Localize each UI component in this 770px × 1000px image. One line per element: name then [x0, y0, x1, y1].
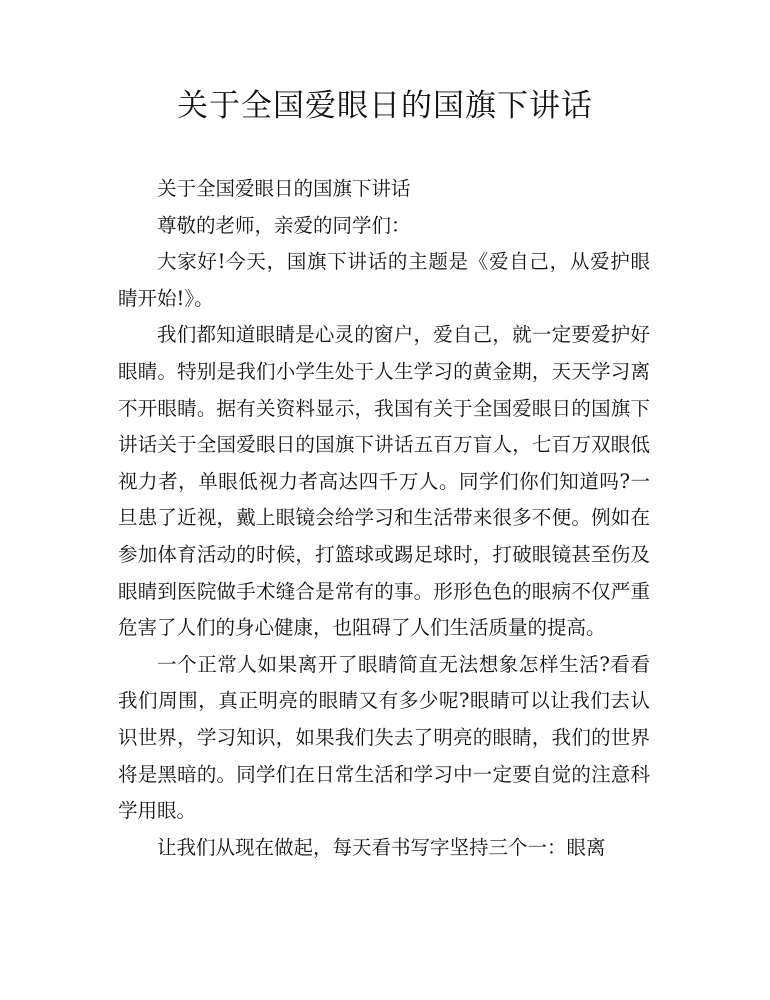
paragraph-greeting: 大家好!今天，国旗下讲话的主题是《爱自己，从爱护眼睛开始!》。	[118, 250, 650, 310]
paragraph-heading: 关于全国爱眼日的国旗下讲话	[157, 177, 411, 200]
paragraph-action: 让我们从现在做起，每天看书写字坚持三个一：眼离	[157, 835, 606, 859]
paragraph-eye-value: 一个正常人如果离开了眼睛简直无法想象怎样生活?看看我们周围，真正明亮的眼睛又有多少呢?眼睛可以让我们去认识世界，学习知识，如果我们失去了明亮的眼睛，我们的世界将是黑暗的。同学们在日常生活和学习中一定要自觉的注意科学用眼。	[118, 652, 650, 823]
document-title: 关于全国爱眼日的国旗下讲话	[177, 88, 593, 124]
paragraph-salutation: 尊敬的老师，亲爱的同学们：	[157, 213, 411, 237]
paragraph-eye-importance: 我们都知道眼睛是心灵的窗户，爱自己，就一定要爱护好眼睛。特别是我们小学生处于人生学习的黄金期，天天学习离不开眼睛。据有关资料显示，我国有关于全国爱眼日的国旗下讲话关于全国爱眼日的国旗下讲话五百万盲人，七百万双眼低视力者，单眼低视力者高达四千万人。同学们你们知道吗?一旦患了近视，戴上眼镜会给学习和生活带来很多不便。例如在参加体育活动的时候，打篮球或踢足球时，打破眼镜甚至伤及眼睛到医院做手术缝合是常有的事。形形色色的眼病不仅严重危害了人们的身心健康，也阻碍了人们生活质量的提高。	[118, 323, 650, 640]
document-body	[118, 171, 650, 866]
